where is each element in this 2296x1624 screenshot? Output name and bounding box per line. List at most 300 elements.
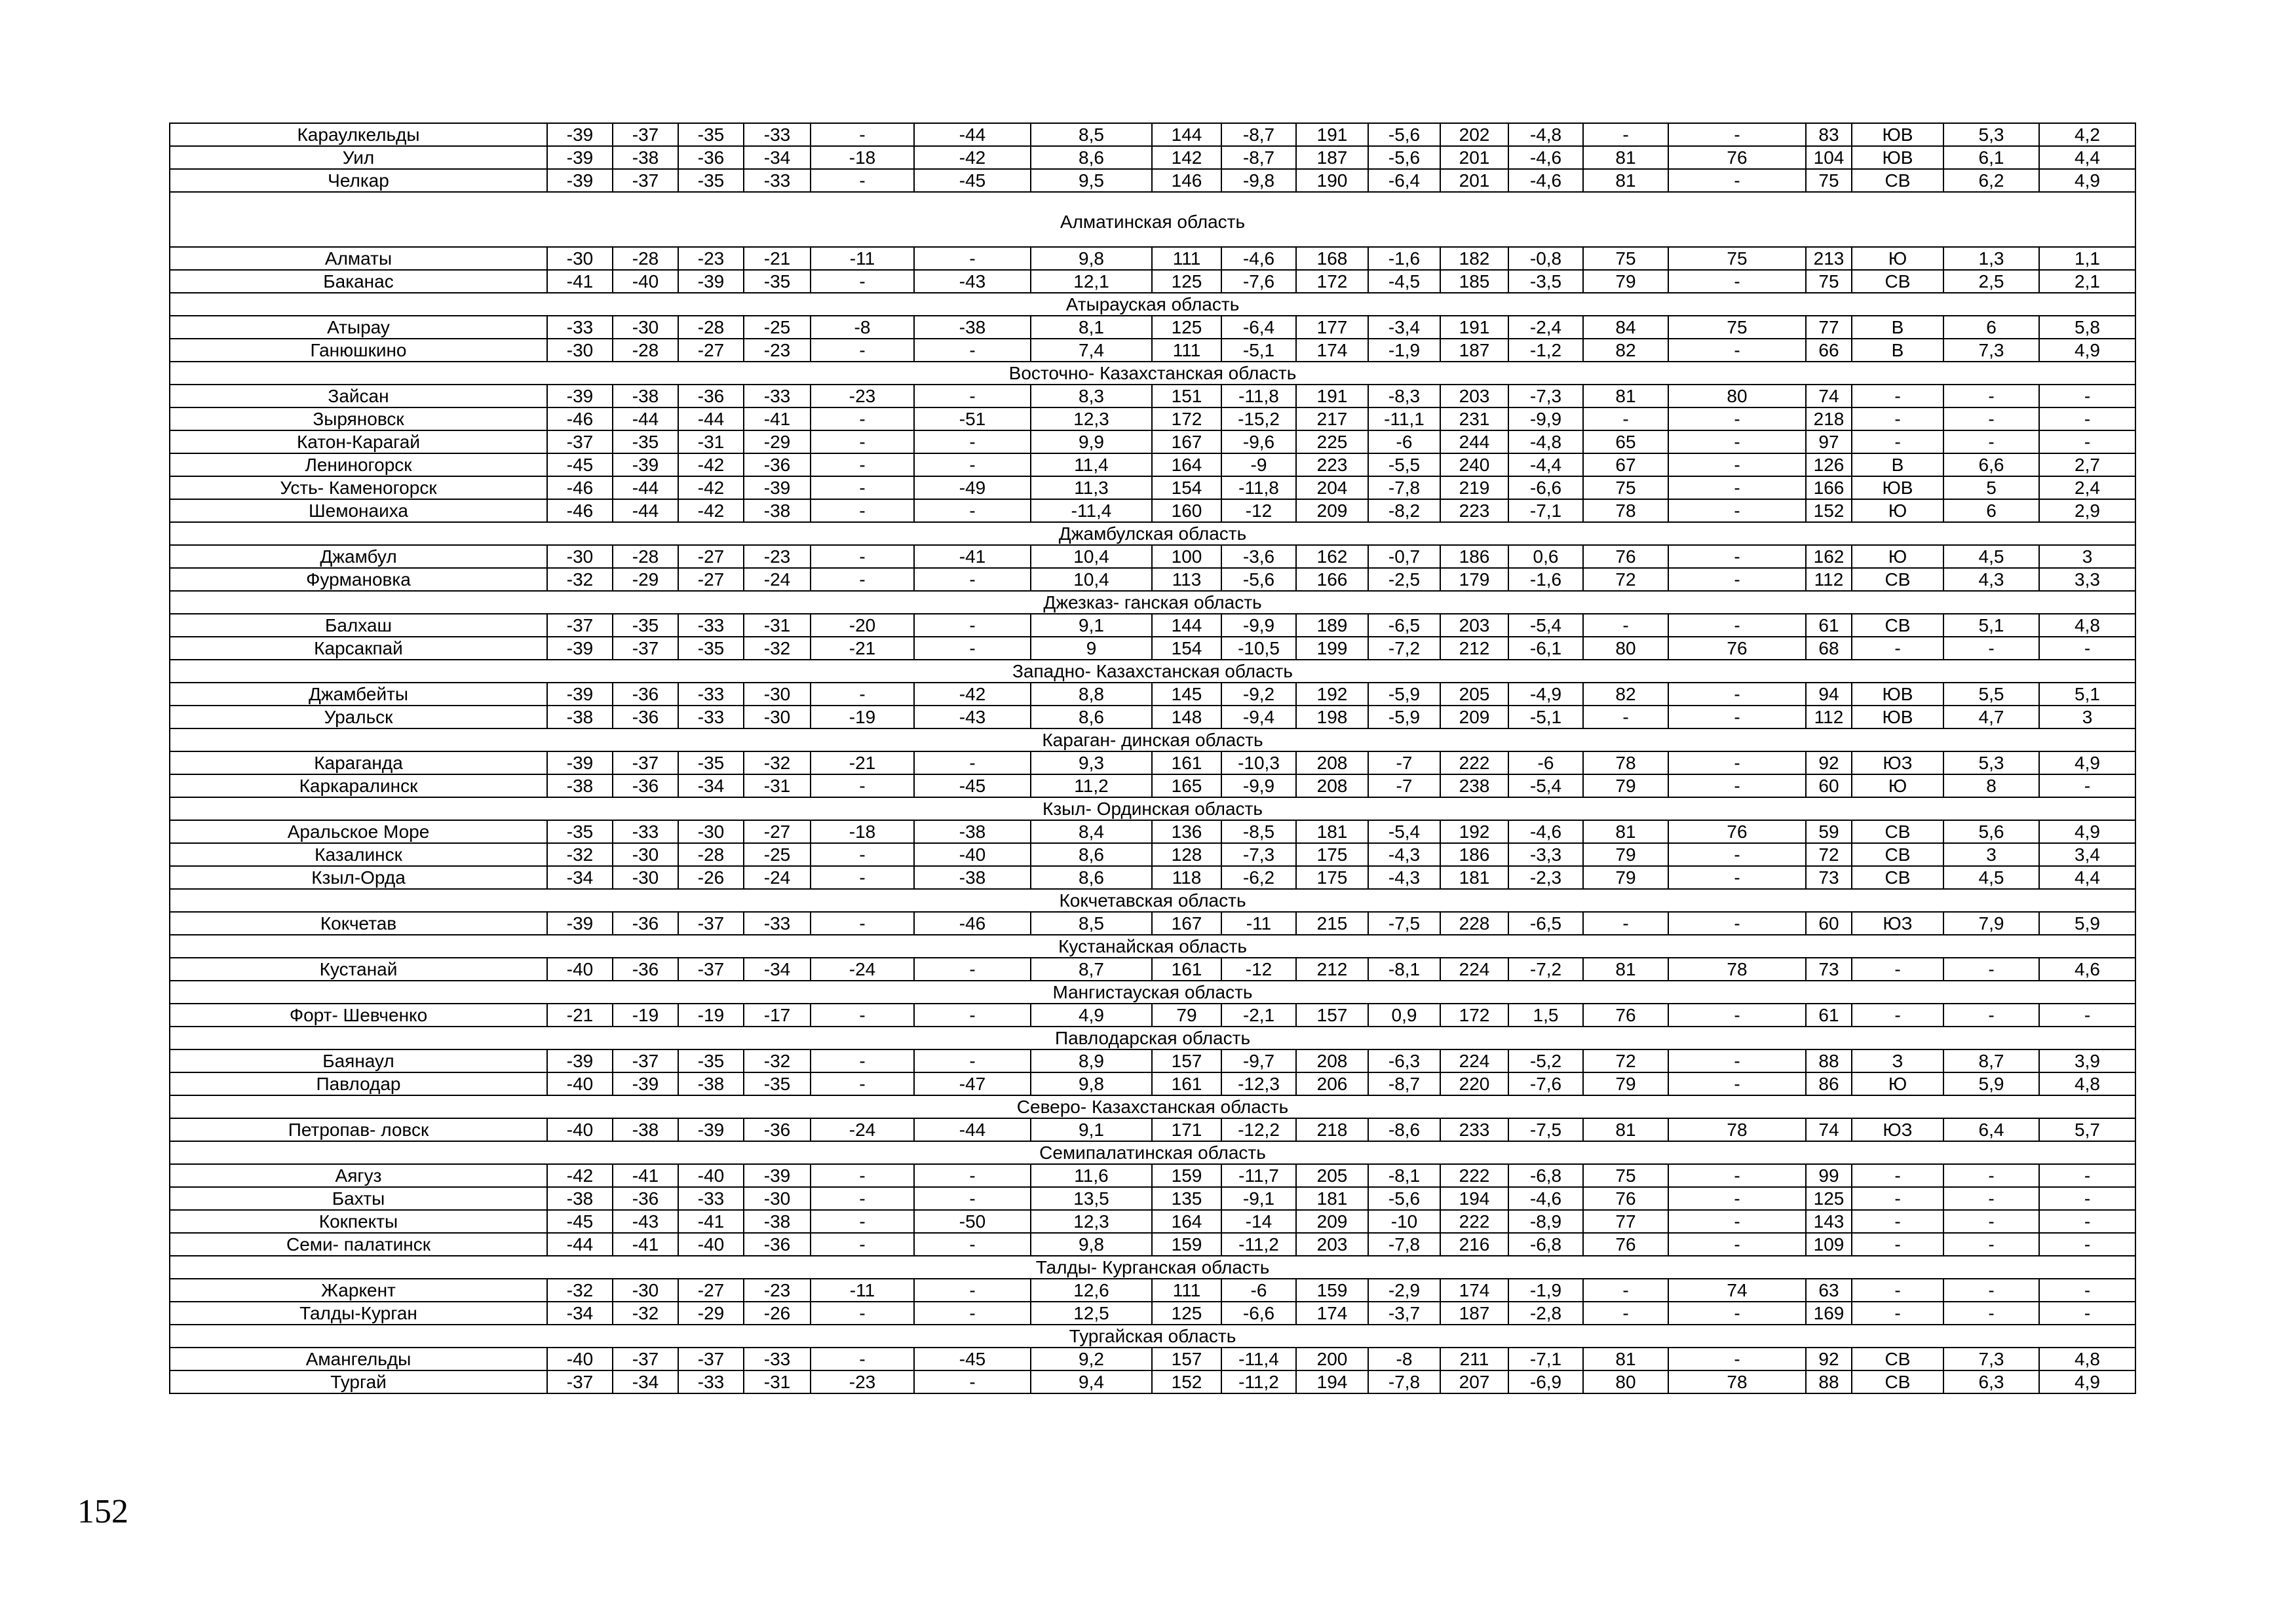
value-cell: -23: [744, 339, 811, 362]
station-name-cell: Зайсан: [170, 385, 547, 407]
station-row: [170, 123, 2135, 146]
value-cell: 3: [1943, 843, 2039, 866]
station-name-cell: Баканас: [170, 270, 547, 293]
value-cell: -: [914, 339, 1031, 362]
value-cell: -38: [744, 499, 811, 522]
value-cell: -: [1668, 499, 1806, 522]
value-cell: -30: [547, 545, 613, 568]
value-cell: -27: [678, 339, 744, 362]
station-row: [170, 430, 2135, 453]
value-cell: -8: [1368, 1348, 1440, 1370]
value-cell: -30: [744, 683, 811, 706]
value-cell: -6,3: [1368, 1049, 1440, 1072]
value-cell: 9,5: [1031, 169, 1152, 192]
value-cell: 77: [1806, 316, 1852, 339]
value-cell: -: [1668, 912, 1806, 935]
value-cell: 5,9: [2039, 912, 2135, 935]
value-cell: 1,3: [1943, 247, 2039, 270]
value-cell: -24: [811, 1118, 914, 1141]
value-cell: 154: [1152, 476, 1221, 499]
value-cell: -42: [678, 453, 744, 476]
value-cell: 144: [1152, 123, 1221, 146]
value-cell: 4,3: [1943, 568, 2039, 591]
station-name-cell: Казалинск: [170, 843, 547, 866]
value-cell: -14: [1221, 1210, 1296, 1233]
value-cell: 208: [1296, 774, 1368, 797]
value-cell: 175: [1296, 866, 1368, 889]
value-cell: -: [811, 270, 914, 293]
value-cell: -38: [744, 1210, 811, 1233]
value-cell: 79: [1583, 843, 1668, 866]
value-cell: ЮВ: [1852, 476, 1943, 499]
value-cell: 145: [1152, 683, 1221, 706]
value-cell: -36: [613, 1187, 678, 1210]
value-cell: -: [1668, 843, 1806, 866]
station-name-cell: Караганда: [170, 751, 547, 774]
value-cell: -: [1668, 614, 1806, 637]
value-cell: 2,7: [2039, 453, 2135, 476]
value-cell: 5,7: [2039, 1118, 2135, 1141]
region-name: Павлодарская область: [170, 1027, 2135, 1049]
value-cell: -11: [1221, 912, 1296, 935]
value-cell: 4,2: [2039, 123, 2135, 146]
value-cell: 166: [1296, 568, 1368, 591]
value-cell: -9,4: [1221, 706, 1296, 728]
value-cell: 215: [1296, 912, 1368, 935]
value-cell: -: [1668, 1049, 1806, 1072]
value-cell: -4,4: [1508, 453, 1583, 476]
value-cell: 72: [1583, 568, 1668, 591]
region-header-row: [170, 192, 2135, 247]
value-cell: 174: [1296, 1302, 1368, 1325]
value-cell: СВ: [1852, 614, 1943, 637]
value-cell: 79: [1583, 1072, 1668, 1095]
value-cell: -43: [914, 706, 1031, 728]
value-cell: 92: [1806, 751, 1852, 774]
value-cell: 9,1: [1031, 1118, 1152, 1141]
station-row: [170, 316, 2135, 339]
region-header-row: [170, 362, 2135, 385]
value-cell: 136: [1152, 820, 1221, 843]
region-name: Джамбулская область: [170, 522, 2135, 545]
value-cell: 9: [1031, 637, 1152, 660]
value-cell: 222: [1440, 1164, 1508, 1187]
value-cell: 6: [1943, 499, 2039, 522]
value-cell: 80: [1668, 385, 1806, 407]
value-cell: 186: [1440, 843, 1508, 866]
value-cell: -8,3: [1368, 385, 1440, 407]
value-cell: -4,6: [1508, 146, 1583, 169]
station-row: [170, 912, 2135, 935]
value-cell: -10,5: [1221, 637, 1296, 660]
value-cell: -27: [678, 568, 744, 591]
value-cell: -42: [678, 499, 744, 522]
value-cell: -: [914, 1164, 1031, 1187]
value-cell: 76: [1583, 545, 1668, 568]
value-cell: 81: [1583, 169, 1668, 192]
station-row: [170, 453, 2135, 476]
value-cell: 172: [1440, 1004, 1508, 1027]
value-cell: -: [2039, 1233, 2135, 1256]
value-cell: -: [914, 1004, 1031, 1027]
value-cell: 11,6: [1031, 1164, 1152, 1187]
value-cell: -: [811, 123, 914, 146]
value-cell: -: [811, 774, 914, 797]
value-cell: -40: [678, 1164, 744, 1187]
value-cell: -6,8: [1508, 1164, 1583, 1187]
station-name-cell: Форт- Шевченко: [170, 1004, 547, 1027]
station-name-cell: Бахты: [170, 1187, 547, 1210]
value-cell: 74: [1668, 1279, 1806, 1302]
value-cell: -34: [744, 958, 811, 981]
value-cell: 12,3: [1031, 407, 1152, 430]
value-cell: -5,6: [1221, 568, 1296, 591]
value-cell: 88: [1806, 1049, 1852, 1072]
value-cell: 152: [1806, 499, 1852, 522]
value-cell: 209: [1296, 499, 1368, 522]
value-cell: -5,4: [1368, 820, 1440, 843]
value-cell: -: [811, 1302, 914, 1325]
value-cell: -6,2: [1221, 866, 1296, 889]
value-cell: -44: [613, 476, 678, 499]
value-cell: -46: [547, 407, 613, 430]
value-cell: 5,6: [1943, 820, 2039, 843]
value-cell: -24: [811, 958, 914, 981]
value-cell: -: [1668, 476, 1806, 499]
value-cell: -: [811, 683, 914, 706]
value-cell: ЮВ: [1852, 706, 1943, 728]
value-cell: 157: [1152, 1049, 1221, 1072]
value-cell: -35: [678, 637, 744, 660]
value-cell: 212: [1440, 637, 1508, 660]
value-cell: -6: [1368, 430, 1440, 453]
value-cell: -7,3: [1508, 385, 1583, 407]
value-cell: 205: [1440, 683, 1508, 706]
value-cell: СВ: [1852, 1370, 1943, 1393]
value-cell: -36: [744, 453, 811, 476]
value-cell: -33: [744, 385, 811, 407]
value-cell: -41: [613, 1233, 678, 1256]
value-cell: -19: [811, 706, 914, 728]
value-cell: 8,1: [1031, 316, 1152, 339]
value-cell: 225: [1296, 430, 1368, 453]
value-cell: 6,1: [1943, 146, 2039, 169]
value-cell: -: [1668, 407, 1806, 430]
station-row: [170, 820, 2135, 843]
value-cell: -41: [613, 1164, 678, 1187]
value-cell: -: [2039, 1302, 2135, 1325]
value-cell: -28: [678, 316, 744, 339]
value-cell: -11,8: [1221, 385, 1296, 407]
value-cell: -1,6: [1368, 247, 1440, 270]
value-cell: -39: [744, 1164, 811, 1187]
value-cell: -19: [613, 1004, 678, 1027]
region-name: Талды- Курганская область: [170, 1256, 2135, 1279]
value-cell: 198: [1296, 706, 1368, 728]
region-header-row: [170, 591, 2135, 614]
value-cell: 74: [1806, 1118, 1852, 1141]
value-cell: 8,5: [1031, 912, 1152, 935]
station-name-cell: Фурмановка: [170, 568, 547, 591]
station-name-cell: Балхаш: [170, 614, 547, 637]
value-cell: -1,9: [1368, 339, 1440, 362]
value-cell: -50: [914, 1210, 1031, 1233]
region-name: Семипалатинская область: [170, 1141, 2135, 1164]
value-cell: 218: [1806, 407, 1852, 430]
station-name-cell: Челкар: [170, 169, 547, 192]
value-cell: -: [811, 1049, 914, 1072]
value-cell: 202: [1440, 123, 1508, 146]
value-cell: Ю: [1852, 1072, 1943, 1095]
value-cell: -37: [613, 1049, 678, 1072]
value-cell: -9,7: [1221, 1049, 1296, 1072]
value-cell: -44: [678, 407, 744, 430]
region-name: Алматинская область: [170, 192, 2135, 247]
value-cell: 0,6: [1508, 545, 1583, 568]
station-row: [170, 169, 2135, 192]
value-cell: -46: [547, 476, 613, 499]
value-cell: 166: [1806, 476, 1852, 499]
value-cell: 192: [1440, 820, 1508, 843]
value-cell: -39: [547, 912, 613, 935]
region-name: Кустанайская область: [170, 935, 2135, 958]
value-cell: -: [914, 637, 1031, 660]
value-cell: 161: [1152, 1072, 1221, 1095]
value-cell: 76: [1668, 146, 1806, 169]
value-cell: -8,1: [1368, 958, 1440, 981]
value-cell: 5,1: [2039, 683, 2135, 706]
value-cell: 5,3: [1943, 751, 2039, 774]
value-cell: -: [1852, 1164, 1943, 1187]
value-cell: -: [914, 614, 1031, 637]
value-cell: 9,3: [1031, 751, 1152, 774]
value-cell: -: [1668, 751, 1806, 774]
value-cell: -32: [613, 1302, 678, 1325]
value-cell: -: [811, 1348, 914, 1370]
station-row: [170, 568, 2135, 591]
value-cell: -2,4: [1508, 316, 1583, 339]
value-cell: 79: [1152, 1004, 1221, 1027]
value-cell: 208: [1296, 751, 1368, 774]
value-cell: -4,5: [1368, 270, 1440, 293]
station-name-cell: Шемонаиха: [170, 499, 547, 522]
value-cell: -: [811, 453, 914, 476]
value-cell: -7: [1368, 751, 1440, 774]
value-cell: 75: [1806, 270, 1852, 293]
value-cell: -8: [811, 316, 914, 339]
value-cell: -: [1852, 1187, 1943, 1210]
value-cell: -37: [613, 751, 678, 774]
value-cell: -: [811, 1004, 914, 1027]
value-cell: -11,2: [1221, 1370, 1296, 1393]
value-cell: -35: [547, 820, 613, 843]
value-cell: 206: [1296, 1072, 1368, 1095]
value-cell: 9,9: [1031, 430, 1152, 453]
value-cell: -3,6: [1221, 545, 1296, 568]
value-cell: 82: [1583, 683, 1668, 706]
station-name-cell: Жаркент: [170, 1279, 547, 1302]
value-cell: 78: [1668, 958, 1806, 981]
value-cell: -38: [613, 385, 678, 407]
value-cell: -9,2: [1221, 683, 1296, 706]
value-cell: 152: [1152, 1370, 1221, 1393]
value-cell: -: [811, 476, 914, 499]
value-cell: 8,3: [1031, 385, 1152, 407]
value-cell: -: [1943, 1302, 2039, 1325]
value-cell: -: [1668, 568, 1806, 591]
value-cell: -4,6: [1508, 1187, 1583, 1210]
value-cell: 164: [1152, 453, 1221, 476]
value-cell: 238: [1440, 774, 1508, 797]
value-cell: 228: [1440, 912, 1508, 935]
region-header-row: [170, 889, 2135, 912]
value-cell: -7,1: [1508, 499, 1583, 522]
region-header-row: [170, 1095, 2135, 1118]
value-cell: -42: [678, 476, 744, 499]
value-cell: -29: [744, 430, 811, 453]
value-cell: 2,1: [2039, 270, 2135, 293]
value-cell: -: [1668, 1302, 1806, 1325]
station-name-cell: Зыряновск: [170, 407, 547, 430]
region-name: Тургайская область: [170, 1325, 2135, 1348]
region-header-row: [170, 981, 2135, 1004]
value-cell: 97: [1806, 430, 1852, 453]
value-cell: -11,4: [1221, 1348, 1296, 1370]
value-cell: 75: [1668, 316, 1806, 339]
station-row: [170, 683, 2135, 706]
value-cell: 8,6: [1031, 866, 1152, 889]
value-cell: -34: [744, 146, 811, 169]
value-cell: 6,3: [1943, 1370, 2039, 1393]
value-cell: -40: [678, 1233, 744, 1256]
value-cell: -4,3: [1368, 866, 1440, 889]
value-cell: 223: [1296, 453, 1368, 476]
value-cell: -37: [613, 123, 678, 146]
station-row: [170, 774, 2135, 797]
value-cell: -: [1943, 430, 2039, 453]
value-cell: 7,3: [1943, 339, 2039, 362]
value-cell: 60: [1806, 774, 1852, 797]
station-name-cell: Усть- Каменогорск: [170, 476, 547, 499]
value-cell: -7,8: [1368, 1370, 1440, 1393]
value-cell: -: [1852, 430, 1943, 453]
station-name-cell: Уил: [170, 146, 547, 169]
value-cell: -32: [744, 751, 811, 774]
value-cell: 165: [1152, 774, 1221, 797]
region-name: Атырауская область: [170, 293, 2135, 316]
value-cell: 80: [1583, 1370, 1668, 1393]
climate-table: [169, 123, 2136, 1394]
value-cell: -5,6: [1368, 146, 1440, 169]
value-cell: -42: [914, 146, 1031, 169]
value-cell: 10,4: [1031, 568, 1152, 591]
value-cell: -: [2039, 407, 2135, 430]
value-cell: 111: [1152, 1279, 1221, 1302]
value-cell: 12,6: [1031, 1279, 1152, 1302]
value-cell: -: [2039, 637, 2135, 660]
value-cell: 181: [1296, 1187, 1368, 1210]
value-cell: -5,1: [1221, 339, 1296, 362]
value-cell: ЮВ: [1852, 146, 1943, 169]
region-header-row: [170, 1027, 2135, 1049]
value-cell: 142: [1152, 146, 1221, 169]
value-cell: -: [1852, 958, 1943, 981]
value-cell: -: [1943, 1187, 2039, 1210]
value-cell: -: [811, 1210, 914, 1233]
value-cell: 217: [1296, 407, 1368, 430]
value-cell: 4,9: [2039, 169, 2135, 192]
value-cell: -11: [811, 1279, 914, 1302]
value-cell: -6,9: [1508, 1370, 1583, 1393]
value-cell: 3,4: [2039, 843, 2135, 866]
value-cell: -38: [613, 146, 678, 169]
value-cell: 78: [1668, 1118, 1806, 1141]
value-cell: -33: [678, 1370, 744, 1393]
value-cell: -7,6: [1221, 270, 1296, 293]
station-name-cell: Джамбул: [170, 545, 547, 568]
station-row: [170, 1370, 2135, 1393]
value-cell: 191: [1296, 123, 1368, 146]
value-cell: 79: [1583, 866, 1668, 889]
value-cell: -39: [547, 123, 613, 146]
value-cell: -38: [914, 866, 1031, 889]
value-cell: 111: [1152, 247, 1221, 270]
value-cell: 4,4: [2039, 146, 2135, 169]
value-cell: 207: [1440, 1370, 1508, 1393]
value-cell: СВ: [1852, 866, 1943, 889]
value-cell: -: [811, 430, 914, 453]
value-cell: 76: [1583, 1187, 1668, 1210]
value-cell: -5,4: [1508, 774, 1583, 797]
value-cell: -33: [613, 820, 678, 843]
value-cell: -32: [744, 637, 811, 660]
value-cell: -36: [744, 1233, 811, 1256]
value-cell: -35: [613, 614, 678, 637]
value-cell: -: [1668, 169, 1806, 192]
value-cell: -46: [914, 912, 1031, 935]
value-cell: 4,9: [2039, 339, 2135, 362]
value-cell: 125: [1152, 316, 1221, 339]
station-name-cell: Семи- палатинск: [170, 1233, 547, 1256]
value-cell: 12,5: [1031, 1302, 1152, 1325]
value-cell: 222: [1440, 751, 1508, 774]
value-cell: 73: [1806, 866, 1852, 889]
region-name: Восточно- Казахстанская область: [170, 362, 2135, 385]
value-cell: -36: [678, 146, 744, 169]
value-cell: -39: [547, 169, 613, 192]
value-cell: -35: [613, 430, 678, 453]
station-name-cell: Ганюшкино: [170, 339, 547, 362]
value-cell: -40: [547, 1348, 613, 1370]
value-cell: 154: [1152, 637, 1221, 660]
value-cell: -: [1583, 614, 1668, 637]
station-row: [170, 247, 2135, 270]
value-cell: -: [1583, 706, 1668, 728]
value-cell: -40: [547, 1072, 613, 1095]
value-cell: 212: [1296, 958, 1368, 981]
value-cell: 104: [1806, 146, 1852, 169]
value-cell: -44: [613, 407, 678, 430]
value-cell: -12,2: [1221, 1118, 1296, 1141]
value-cell: 78: [1583, 499, 1668, 522]
value-cell: 4,9: [2039, 820, 2135, 843]
value-cell: -4,6: [1508, 820, 1583, 843]
value-cell: -39: [547, 751, 613, 774]
value-cell: -6: [1221, 1279, 1296, 1302]
value-cell: 8,9: [1031, 1049, 1152, 1072]
value-cell: -37: [547, 430, 613, 453]
value-cell: -32: [744, 1049, 811, 1072]
